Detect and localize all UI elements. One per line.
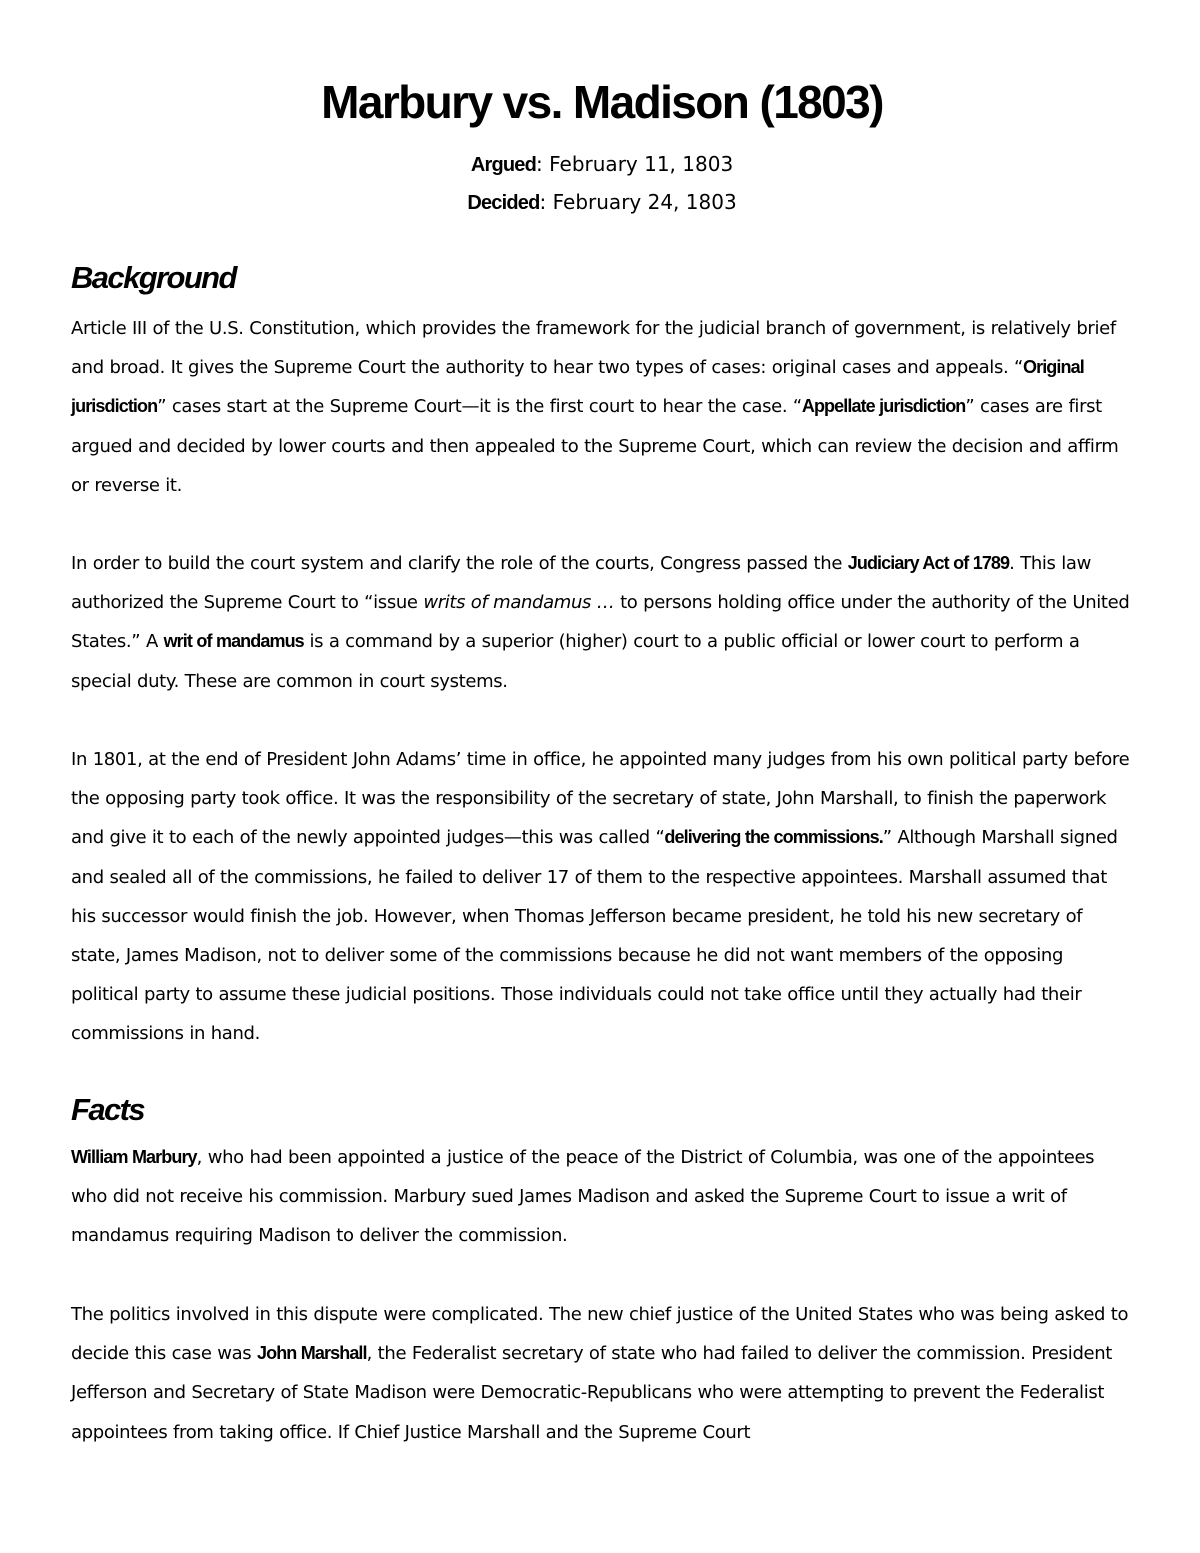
text-run: Article III of the U.S. Constitution, which provides the framework for the judicial branch of government, is relatively brief and broad. It gives the Supreme Court the authority to hear two types of cases: original cases and appeals. “ — [71, 318, 1116, 379]
term-appellate-jurisdiction: Appellate jurisdiction — [801, 396, 966, 417]
text-run: In order to build the court system and clarify the role of the courts, Congress passed the — [71, 553, 848, 574]
text-run: ” cases start at the Supreme Court—it is the first court to hear the case. “ — [157, 396, 802, 418]
decided-date: : February 24, 1803 — [539, 190, 737, 214]
background-heading: Background — [71, 260, 236, 295]
term-william-marbury: William Marbury — [71, 1147, 197, 1167]
term-john-marshall: John Marshall — [257, 1343, 367, 1364]
background-paragraph-3 — [71, 740, 1133, 1054]
text-run: The politics involved in this dispute were complicated. The new chief justice of the United States who was being asked to decide this case was — [71, 1304, 1129, 1365]
argued-date: : February 11, 1803 — [536, 152, 734, 176]
decided-label: Decided — [467, 192, 540, 214]
text-run: ” Although Marshall signed and sealed all of the commissions, he failed to deliver 17 of them to the respective appointees. Marshall assumed that his successor would finish the job. However, when Thomas Jefferson became president, he told his new secretary of state, James Madison, not to deliver some of the commissions because he did not want members of the opposing political party to assume these judicial positions. Those individuals could not take office until they actually had their commissions in hand. — [71, 827, 1118, 1045]
text-run: to persons holding office under the authority of the United States.” A — [71, 592, 1130, 653]
text-run: is a command by a superior (higher) court to a public official or lower court to perform a special duty. These are common in court systems. — [71, 631, 1080, 692]
facts-paragraph-1 — [71, 1138, 1133, 1256]
background-paragraph-1 — [71, 309, 1133, 505]
term-writ-of-mandamus: writ of mandamus — [163, 631, 304, 652]
facts-heading: Facts — [71, 1092, 144, 1127]
term-original-jurisdiction: Original jurisdiction — [71, 357, 1084, 417]
decided-line — [71, 184, 1133, 222]
term-delivering-commissions: delivering the commissions. — [664, 827, 883, 848]
case-dates — [71, 146, 1133, 222]
text-run: , who had been appointed a justice of the peace of the District of Columbia, was one of the appointees who did not receive his commission. Marbury sued James Madison and asked the Supreme Court to issue a writ of mandamus requiring Madison to deliver the commission. — [71, 1147, 1095, 1247]
text-run: . This law authorized the Supreme Court to “issue — [71, 553, 1091, 614]
italic-quote: writs of mandamus … — [423, 592, 615, 614]
text-run: In 1801, at the end of President John Adams’ time in office, he appointed many judges from his own political party before the opposing party took office. It was the responsibility of the secretary of state, John Marshall, to finish the paperwork and give it to each of the newly appointed judges—this was called “ — [71, 749, 1130, 849]
term-judiciary-act: Judiciary Act of 1789 — [847, 553, 1010, 573]
text-run: ” cases are first argued and decided by lower courts and then appealed to the Supreme Court, which can review the decision and affirm or reverse it. — [71, 396, 1119, 496]
text-run: , the Federalist secretary of state who had failed to deliver the commission. President Jefferson and Secretary of State Madison were Democratic-Republicans who were attempting to prevent the Federalist appointees from taking office. If Chief Justice Marshall and the Supreme Court — [71, 1343, 1113, 1443]
argued-label: Argued — [470, 154, 537, 176]
background-paragraph-2 — [71, 544, 1133, 701]
facts-paragraph-2 — [71, 1295, 1133, 1452]
argued-line — [71, 146, 1133, 184]
document-title: Marbury vs. Madison (1803) — [321, 76, 883, 128]
